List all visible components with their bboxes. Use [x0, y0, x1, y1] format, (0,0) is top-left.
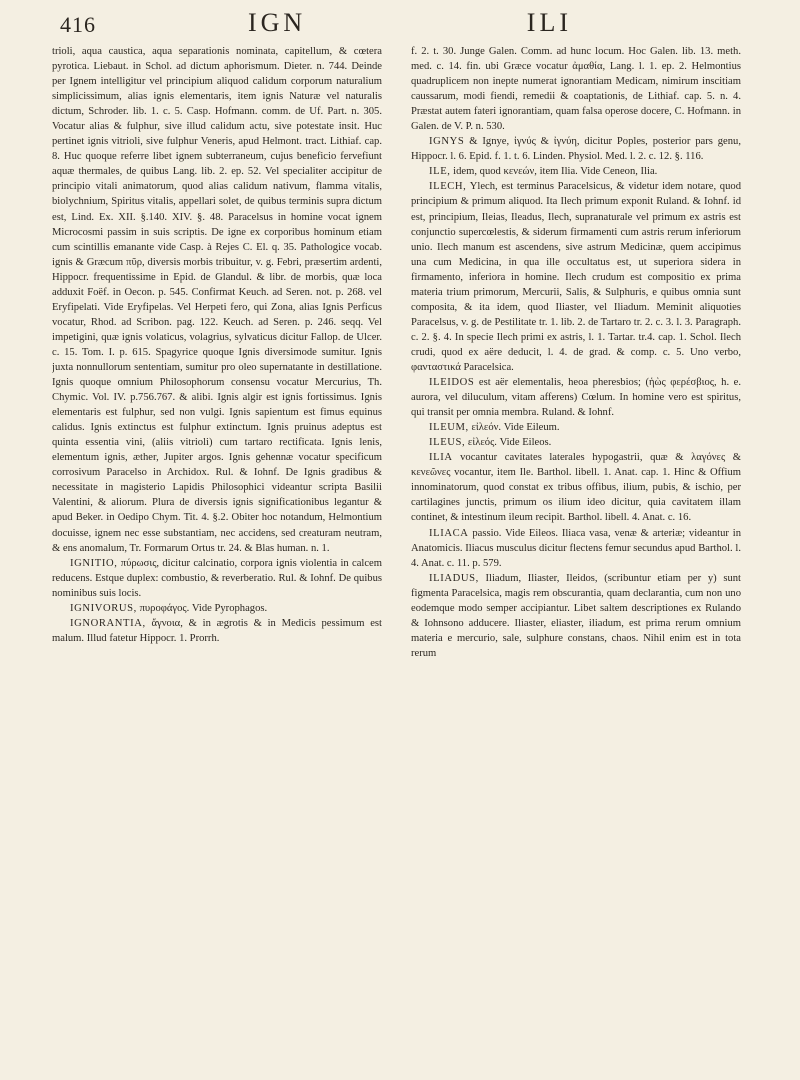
- ignorantia-continuation: f. 2. t. 30. Junge Galen. Comm. ad hunc locum. Hoc Galen. lib. 13. meth. med. c. 14. fin. ubi Græce vocatur ἀμαθία, Lang. l. 1. ep. 2. Helmontius quadruplicem non inepte numerat ignorantiam Medicam, nimirum inscitiam caussarum, modi fiendi, remedii & coaptationis, de Lithiaf. cap. 5. n. 4. Præstat autem fateri ignorantiam, quam falsa operose docere, C. Hofmann. in Galen. de V. P. n. 530.: [411, 46, 741, 133]
- entry-iliadus: [411, 571, 741, 661]
- entry-ileidos: [411, 375, 741, 420]
- entry-ile: [411, 164, 741, 179]
- entry-body: passio. Vide Eileos. Iliaca vasa, venæ & arteriæ; videantur in Anatomicis. Iliacus musculus dicitur flectens femur secundus apud Barthol. l. 4. Anat. c. 11. p. 579.: [411, 527, 741, 569]
- entry-body: idem, quod κενεών, item Ilia. Vide Ceneon, Ilia.: [450, 166, 658, 178]
- entry-body: εἰλεός. Vide Eileos.: [465, 437, 552, 449]
- entry-headword: ILE,: [429, 166, 451, 178]
- entry-ileus: [411, 435, 741, 450]
- entry-headword: ILIA: [429, 452, 453, 464]
- left-guide-word: IGN: [248, 8, 307, 37]
- entry-headword: IGNORANTIA,: [70, 617, 146, 629]
- entry-headword: ILEUM,: [429, 422, 469, 434]
- right-column: [411, 44, 741, 1074]
- entry-headword: IGNIVORUS,: [70, 602, 137, 614]
- entry-ilech: [411, 179, 741, 375]
- right-guide-word: ILI: [526, 8, 572, 37]
- entry-body: πύρωσις, dicitur calcinatio, corpora ignis violentia in calcem reducens. Estque duplex: combustio, & reverberatio. Rul. & Iohnf. De quibus nominibus suis locis.: [52, 557, 382, 599]
- entry-headword: ILIADUS,: [429, 572, 479, 584]
- entry-ilia: [411, 450, 741, 525]
- entry-ileum: [411, 420, 741, 435]
- entry-body: Iliadum, Iliaster, Ileidos, (scribuntur etiam per y) sunt figmenta Paracelsica, magis rem obscurantia, quam declarantia, cum non uno eodemque modo semper accipiantur. Libet saltem descriptiones ex Rulando & Iohnsono adducere. Iliaster, eliaster, iliadum, est prima rerum omnium materia e mercurio, sale, sulphure constans, chaos. Nihil enim est in tota rerum: [411, 572, 741, 659]
- entry-body: εἰλεόν. Vide Eileum.: [468, 422, 560, 434]
- entry-body: ἄγνοια, & in ægrotis & in Medicis pessimum est malum. Illud fatetur Hippocr. 1. Prorrh.: [52, 617, 382, 644]
- entry-ignorantia: [52, 616, 382, 646]
- entry-ignivorus: [52, 601, 382, 616]
- entry-headword: ILEUS,: [429, 437, 466, 449]
- entry-headword: ILECH,: [429, 181, 467, 193]
- entry-headword: ILEIDOS: [429, 377, 475, 389]
- entry-headword: IGNYS: [429, 136, 465, 148]
- entry-headword: ILIACA: [429, 527, 469, 539]
- entry-body: & Ignye, ἰγνύς & ἰγνύη, dicitur Poples, posterior pars genu, Hippocr. l. 6. Epid. f. 1. t. 6. Linden. Physiol. Med. l. 2. c. 12. §. 116.: [411, 136, 741, 163]
- ignis-continuation: trioli, aqua caustica, aqua separationis nominata, capitellum, & cœtera pyrotica. Liebaut. in Schol. ad dictum aphorismum. Dieter. n. 744. Deinde per Ignem intelligitur vel principium aliquod calidum corporum naturalium simplicissimum, alias ignis elementaris, item ignis Naturæ vel naturalis dictum, Schroder. lib. 1. c. 5. Casp. Hofmann. comm. de Uf. Part. n. 305. Vocatur alias & fulphur, sive illud calidum actu, sive potestate insit. Huc pertinet ignis vitrioli, sive fulphur Veneris, apud Helmont. tract. Lithiaf. cap. 8. Huc quoque referre libet ignem subterraneum, cujus beneficio fervefiunt aquæ thermales, de quibus Lang. lib. 2. ep. 52. Vel specialiter accipitur de principio vitali animatorum, quod alias calidum nativum, flamma vitalis, biolychnium, Spiritus vitalis, appellari solet, de quibus terminis supra dictum est, Lind. Ex. XII. §.140. XIV. §. 48. Paracelsus in homine vocat ignem Microcosmi passim in suis scriptis. De igne ex corporibus hominum etiam cum scintillis emanante vide Casp. à Rejes C. El. q. 35. Pathologice vocab. ignis & Græcum πῦρ, diversis morbis tribuitur, v. g. Febri, præsertim ardenti, Hippocr. frequentissime in Epid. de Glandul. & libr. de morbis, quæ loca adduxit Foëf. in Oecon. p. 545. Confirmat Keuch. ad Seren. not. p. 268. vel Eryfipelati. Vide Eryfipelas. Vel Herpeti fero, qui Zona, alias Ignis Perficus vocatur, Rhod. ad Scribon. pag. 122. Keuch. ad Seren. p. 246. seqq. Vel impetigini, quæ ignis volaticus, volagrius, sylvaticus dicitur Fallop. de Ulcer. c. 15. Tom. I. p. 615. Spagyrice quoque Ignis diversimode sumitur. Ignis juxta nonnullorum sententiam, sumitur pro oleo supernatante in destillatione. Ignis quoque omnium Philosophorum consensu vocatur Mercurius, Th. Chymic. Vol. IV. p.756.767. & alibi. Ignis algir est ignis fortissimus. Ignis elementaris est fulphur, sed non vulgi. Ignis sapientum est fimus equinus calidus. Ignis extinctus est fulphur extinctum. Ignis pruinus adeptus est quinta essentia vini, (aliis vitrioli) cum tartaro rectificata. Ignis lenis, elementum ignis, æther, Jupiter argos. Ignis gehennæ vocatur specificum corrosivum Paracelso in Archidox. Rul. & Iohnf. De Ignis gradibus & necessitate in magisterio Lapidis Philosophici videantur scripta Basilii Valentini, & aliorum. Plura de diversis ignis significationibus legantur & apud Beker. in Oedipo Chym. Tit. 4. §.2. Obiter hoc notandum, Helmontium docuisse, ignem nec esse substantiam, nec accidens, sed creaturam neutram, & ens anomalum, Tr. Formarum Ortus tr. 24. & Blas human. n. 1.: [52, 46, 382, 554]
- entry-ignitio: [52, 556, 382, 601]
- entry-iliaca: [411, 526, 741, 571]
- page-number: 416: [60, 12, 96, 37]
- entry-body: πυροφάγος. Vide Pyrophagos.: [136, 602, 268, 614]
- running-header: [60, 8, 740, 40]
- entry-body: vocantur cavitates laterales hypogastrii, quæ & λαγόνες & κενεῶνες vocantur, item Ile. Barthol. libell. 1. Anat. cap. 1. Hinc & Offium innominatorum, quod constat ex tribus offibus, ilium, pubis, & ischio, per cartilagines junctis, primum os ilium ideo dicitur, quia cavitatem illam continet, & intestinum ileum recipit. Barthol. libell. 4. Anat. c. 16.: [411, 452, 741, 524]
- entry-ignys: [411, 134, 741, 164]
- left-column: [52, 44, 382, 1074]
- entry-headword: IGNITIO,: [70, 557, 118, 569]
- entry-body: Ylech, est terminus Paracelsicus, & videtur idem notare, quod principium & primum aliquod. Ita Ilech primum exponit Ruland. & Iohnf. id est, principium, Ileias, Ileadus, Ilech, supranaturale vel primum ex astris est conjunctio supercœlestis, & siderum firmamenti cum astris rerum inferiorum unio. Ilech manum est ascendens, sive astrum Medicinæ, quem accipimus una cum Medicina, in qua ille occultatus est, ut superiora sidera in firmamento, inferiora in homine. Ilech crudum est compositio ex prima materia trium primorum, Mercurii, Salis, & Sulphuris, e quibus omnia sunt composita, & ita idem, quod Iliaster, vel Iliadum. Meminit aliquoties Paracelsus, v. g. de Pestilitate tr. 1. lib. 2. de Tartaro tr. 2. c. 3. l. 3. Paragraph. c. 2. §. 4. In specie Ilech primi ex astris, l. 1. Tartar. tr.4. cap. 1. Schol. Ilech crudi, quod ex aëre deducit, l. 4. de grad. & comp. c. 5. Uno verbo, φανταστικά Paracelsica.: [411, 181, 741, 373]
- entry-body: est aër elementalis, heoa pheresbios; (ἡὼς φερέσβιος, h. e. aurora, vel diluculum, vitam afferens) Cœlum. In homine vero est spiritus, qui transit per omnia membra. Ruland. & Iohnf.: [411, 377, 741, 419]
